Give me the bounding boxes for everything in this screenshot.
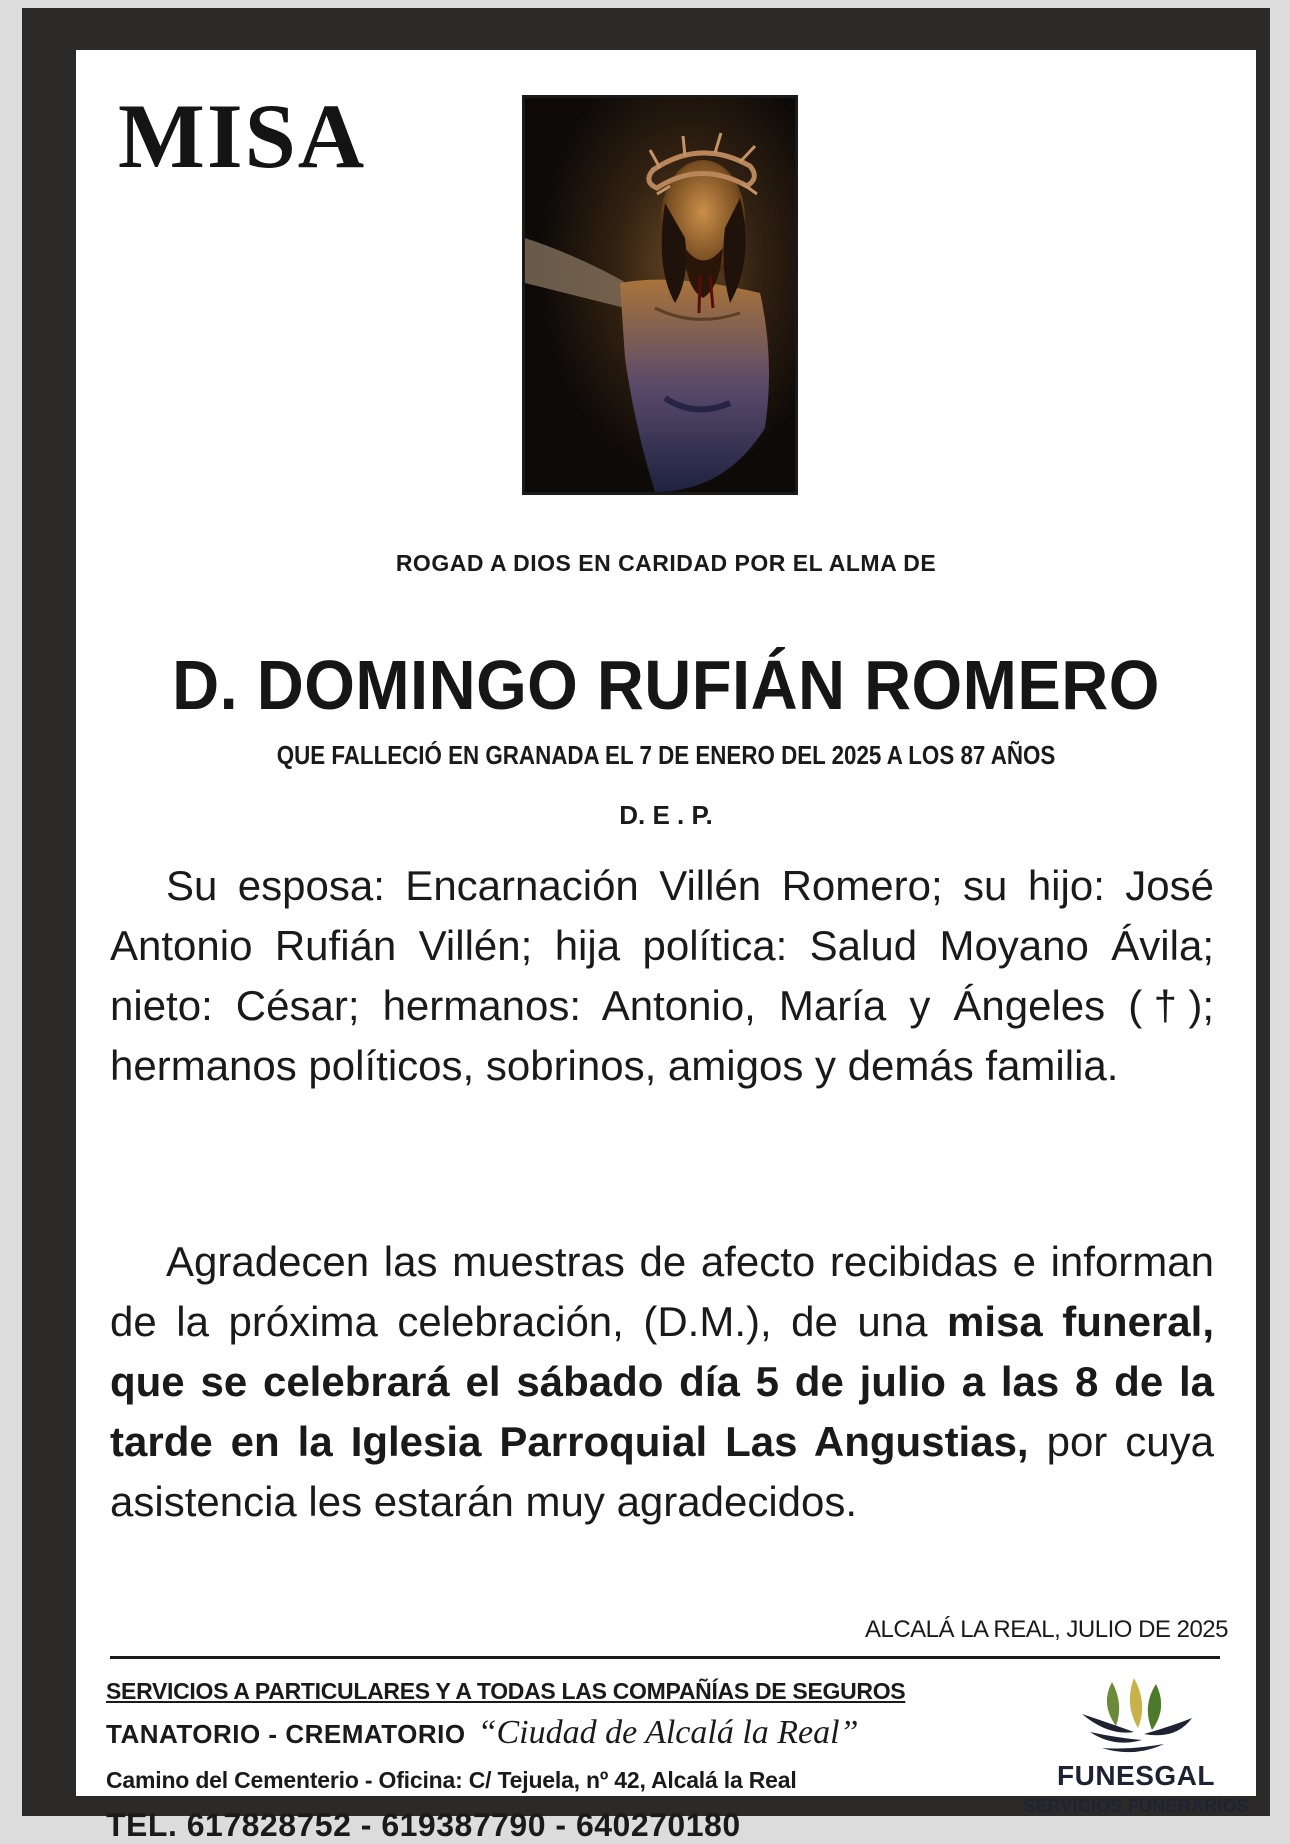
prayer-request: ROGAD A DIOS EN CARIDAD POR EL ALMA DE — [395, 550, 937, 576]
funesgal-leaves-icon — [1072, 1674, 1196, 1756]
rip-abbreviation: D. E . P. — [619, 800, 713, 830]
death-info: QUE FALLECIÓ EN GRANADA EL 7 DE ENERO DEL 2025 A LOS 87 AÑOS — [276, 740, 1056, 770]
footer-divider — [110, 1656, 1220, 1659]
place-and-date: ALCALÁ LA REAL, JULIO DE 2025 — [864, 1616, 1228, 1643]
crucifix-image — [522, 95, 798, 495]
logo-name: FUNESGAL — [1057, 1760, 1215, 1791]
tanatorio-line — [106, 1714, 859, 1752]
phone-numbers: TEL. 617828752 - 619387790 - 640270180 — [106, 1807, 741, 1843]
thanks-intro: Agradecen las muestras de afecto recibidas e informan de la próxima celebración, (D.M.), de una — [110, 1238, 1214, 1345]
services-line: SERVICIOS A PARTICULARES Y A TODAS LAS COMPAÑÍAS DE SEGUROS — [106, 1678, 906, 1704]
thanks-end: por cuya asistencia les estarán muy agradecidos. — [110, 1418, 1214, 1525]
family-paragraph: Su esposa: Encarnación Villén Romero; su hijo: José Antonio Rufián Villén; hija política: Salud Moyano Ávila; nieto: César; hermanos: Antonio, María y Ángeles (†); hermanos políticos, sobrinos, amigos y demás familia. — [110, 862, 1214, 1089]
black-mourning-frame — [22, 8, 1270, 1843]
deceased-name: D. DOMINGO RUFIÁN ROMERO — [172, 646, 1160, 724]
address-line: Camino del Cementerio - Oficina: C/ Tejuela, nº 42, Alcalá la Real — [106, 1767, 797, 1793]
ciudad-name: “Ciudad de Alcalá la Real” — [477, 1714, 859, 1751]
mass-details: misa funeral, que se celebrará el sábado día 5 de julio a las 8 de la tarde en la Iglesia Parroquial Las Angustias, — [110, 1298, 1214, 1465]
obituary-paper — [76, 50, 1256, 1843]
tanatorio-label: TANATORIO - CREMATORIO — [106, 1719, 466, 1749]
thanks-paragraph — [110, 1232, 1214, 1532]
notice-title: MISA — [118, 85, 367, 187]
crucifix-christ-icon — [525, 98, 795, 492]
logo-subtitle: SERVICIOS FUNERARIOS — [1023, 1796, 1249, 1816]
